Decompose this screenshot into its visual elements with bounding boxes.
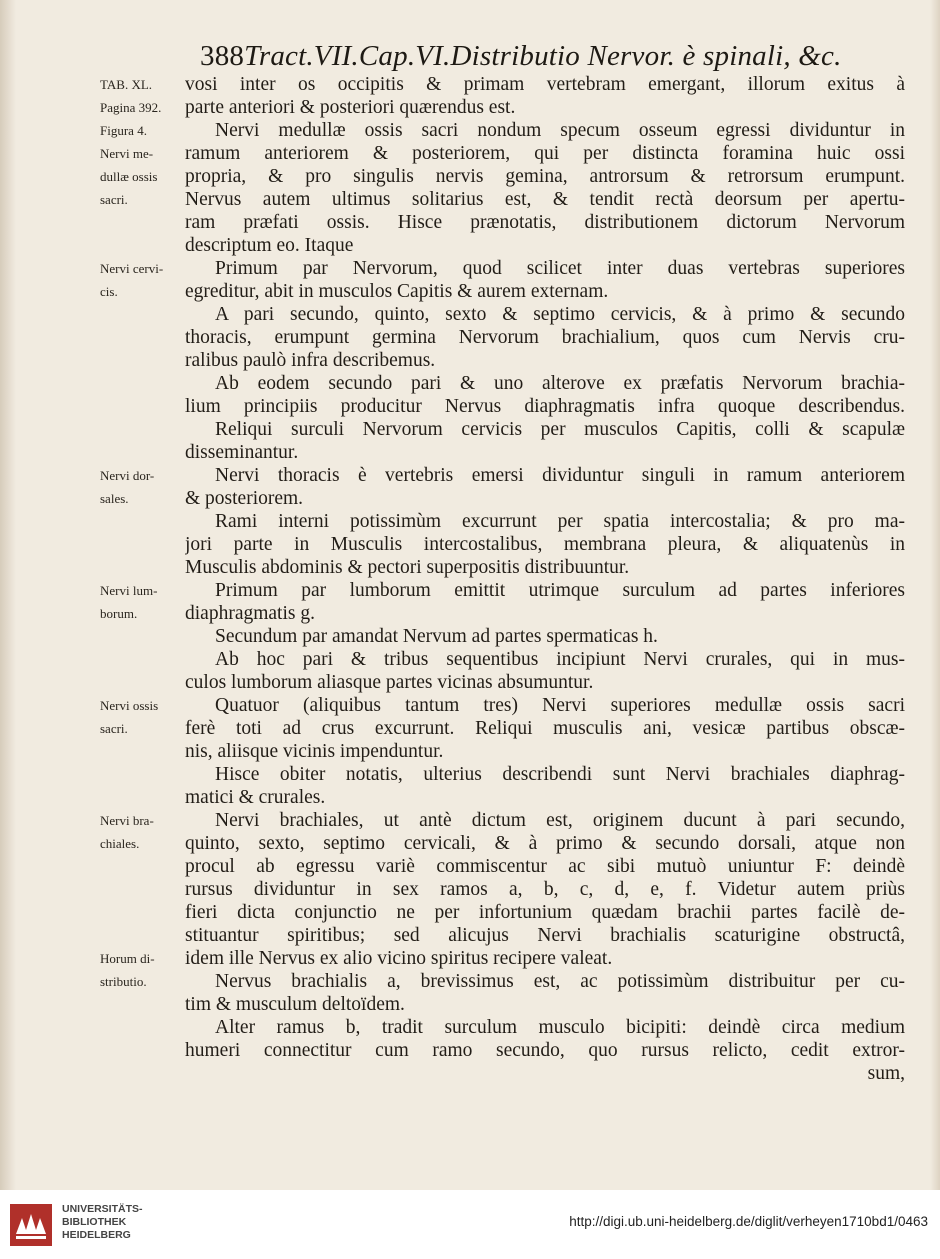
body-line: descriptum eo. Itaque [185, 235, 354, 256]
body-line: Ab eodem secundo pari & uno alterove ex præfatis Nervorum brachia- [215, 373, 905, 394]
running-title: Tract.VII.Cap.VI.Distributio Nervor. è spinali, &c. [244, 40, 842, 72]
margin-note-line [100, 786, 186, 809]
margin-note-line [100, 234, 186, 257]
body-line: matici & crurales. [185, 787, 326, 808]
margin-note-line [100, 326, 186, 349]
margin-note-line [100, 1062, 186, 1085]
body-line: vosi inter os occipitis & primam vertebram emergant, illorum exitus à [185, 74, 905, 95]
margin-note-line [100, 1016, 186, 1039]
margin-note-line: Nervi bra- [100, 813, 154, 828]
margin-note-line [100, 855, 186, 878]
body-line: quinto, sexto, septimo cervicali, & à primo & secundo dorsali, atque non [185, 833, 905, 854]
body-line: Nervus brachialis a, brevissimus est, ac potissimùm distribuitur per cu- [215, 971, 905, 992]
body-line: ralibus paulò infra describemus. [185, 350, 436, 371]
body-line: lium principiis producitur Nervus diaphragmatis infra quoque describendus. [185, 396, 905, 417]
body-line: diaphragmatis g. [185, 603, 315, 624]
margin-notes [100, 73, 186, 1085]
margin-note-line [100, 993, 186, 1016]
margin-note-line: sacri. [100, 721, 128, 736]
margin-note-line: Nervi me- [100, 146, 154, 161]
body-line: sum, [867, 1063, 905, 1084]
margin-note-line: cis. [100, 284, 118, 299]
margin-note-line [100, 625, 186, 648]
margin-note-line [100, 1039, 186, 1062]
body-line: Nervi thoracis è vertebris emersi dividuntur singuli in ramum anteriorem [215, 465, 905, 486]
margin-note-line: Horum di- [100, 951, 155, 966]
body-line: Primum par lumborum emittit utrimque surculum ad partes inferiores [215, 580, 905, 601]
source-url[interactable]: http://digi.ub.uni-heidelberg.de/diglit/verheyen1710bd1/0463 [569, 1214, 928, 1229]
body-line: tim & musculum deltoïdem. [185, 994, 405, 1015]
library-name-line: UNIVERSITÄTS- [62, 1203, 143, 1215]
margin-note-line: sacri. [100, 192, 128, 207]
body-line: Nervi medullæ ossis sacri nondum specum osseum egressi dividuntur in [215, 120, 905, 141]
body-line: Secundum par amandat Nervum ad partes spermaticas h. [215, 626, 658, 647]
library-name-line: BIBLIOTHEK [62, 1216, 127, 1228]
margin-note-line [100, 211, 186, 234]
margin-note-line [100, 441, 186, 464]
margin-note-line [100, 533, 186, 556]
body-line: Musculis abdominis & pectori superpositis distribuuntur. [185, 557, 630, 578]
margin-note-line [100, 510, 186, 533]
body-line: parte anteriori & posteriori quærendus est. [185, 97, 516, 118]
body-line: A pari secundo, quinto, sexto & septimo cervicis, & à primo & secundo [215, 304, 905, 325]
body-line: Rami interni potissimùm excurrunt per spatia intercostalia; & pro ma- [215, 511, 905, 532]
page-number: 388 [200, 40, 245, 72]
university-seal-icon [10, 1204, 52, 1246]
body-line: humeri connectitur cum ramo secundo, quo rursus relicto, cedit extror- [185, 1040, 905, 1061]
body-line: & posteriorem. [185, 488, 304, 509]
margin-note-line: TAB. XL. [100, 77, 153, 92]
body-text [185, 73, 905, 1085]
body-line: ramum anteriorem & posteriorem, qui per distincta foramina huic ossi [185, 143, 905, 164]
body-line: fieri dicta conjunctio ne per infortunium quædam brachii partes facilè de- [185, 902, 905, 923]
body-line: Primum par Nervorum, quod scilicet inter duas vertebras superiores [215, 258, 905, 279]
body-line: Alter ramus b, tradit surculum musculo bicipiti: deindè circa medium [215, 1017, 905, 1038]
margin-note-line [100, 671, 186, 694]
margin-note-line: chiales. [100, 836, 140, 851]
body-line: stituantur spiritibus; sed alicujus Nervi brachialis scaturigine obstructâ, [185, 925, 905, 946]
library-name [62, 1203, 143, 1242]
body-line: Reliqui surculi Nervorum cervicis per musculos Capitis, colli & scapulæ [215, 419, 905, 440]
body-line: disseminantur. [185, 442, 299, 463]
body-line: Ab hoc pari & tribus sequentibus incipiunt Nervi crurales, qui in mus- [215, 649, 905, 670]
margin-note-line: Nervi cervi- [100, 261, 164, 276]
body-line: Quatuor (aliquibus tantum tres) Nervi superiores medullæ ossis sacri [215, 695, 905, 716]
margin-note-line: Nervi ossis [100, 698, 159, 713]
margin-note-line: Pagina 392. [100, 100, 162, 115]
body-line: rursus dividuntur in sex ramos a, b, c, d, e, f. Videtur autem priùs [185, 879, 905, 900]
margin-note-line: sales. [100, 491, 129, 506]
margin-note-line [100, 924, 186, 947]
margin-note-line [100, 303, 186, 326]
margin-note-line [100, 372, 186, 395]
margin-note-line: stributio. [100, 974, 147, 989]
body-line: ram præfati ossis. Hisce prænotatis, distributionem dictorum Nervorum [185, 212, 905, 233]
margin-note-line: Nervi dor- [100, 468, 155, 483]
body-line: Hisce obiter notatis, ulterius describendi sunt Nervi brachiales diaphrag- [215, 764, 905, 785]
footer-bar [0, 1190, 940, 1259]
body-line: Nervus autem ultimus solitarius est, & tendit rectà deorsum per apertu- [185, 189, 905, 210]
body-line: jori parte in Musculis intercostalibus, membrana pleura, & aliquatenùs in [185, 534, 905, 555]
margin-note-line: Figura 4. [100, 123, 147, 138]
running-header [200, 40, 842, 73]
margin-note-line: dullæ ossis [100, 169, 158, 184]
margin-note-line [100, 878, 186, 901]
body-line: Nervi brachiales, ut antè dictum est, originem ducunt à pari secundo, [215, 810, 905, 831]
margin-note-line [100, 395, 186, 418]
margin-note-line [100, 740, 186, 763]
body-line: propria, & pro singulis nervis gemina, antrorsum & retrorsum erumpunt. [185, 166, 905, 187]
margin-note-line [100, 556, 186, 579]
body-line: idem ille Nervus ex alio vicino spiritus recipere valeat. [185, 948, 613, 969]
body-line: thoracis, erumpunt germina Nervorum brachialium, quos cum Nervis cru- [185, 327, 905, 348]
margin-note-line: Nervi lum- [100, 583, 158, 598]
body-line: culos lumborum aliasque partes vicinas absumuntur. [185, 672, 594, 693]
body-line: egreditur, abit in musculos Capitis & aurem externam. [185, 281, 609, 302]
library-name-line: HEIDELBERG [62, 1229, 131, 1241]
body-line: procul ab egressu variè commiscentur ac sibi mutuò uniuntur F: deindè [185, 856, 905, 877]
margin-note-line [100, 901, 186, 924]
body-line: nis, aliisque vicinis impenduntur. [185, 741, 444, 762]
margin-note-line [100, 418, 186, 441]
margin-note-line [100, 763, 186, 786]
body-line: ferè toti ad crus excurrunt. Reliqui musculis ani, vesicæ partibus obscæ- [185, 718, 905, 739]
margin-note-line [100, 349, 186, 372]
margin-note-line [100, 648, 186, 671]
margin-note-line: borum. [100, 606, 138, 621]
